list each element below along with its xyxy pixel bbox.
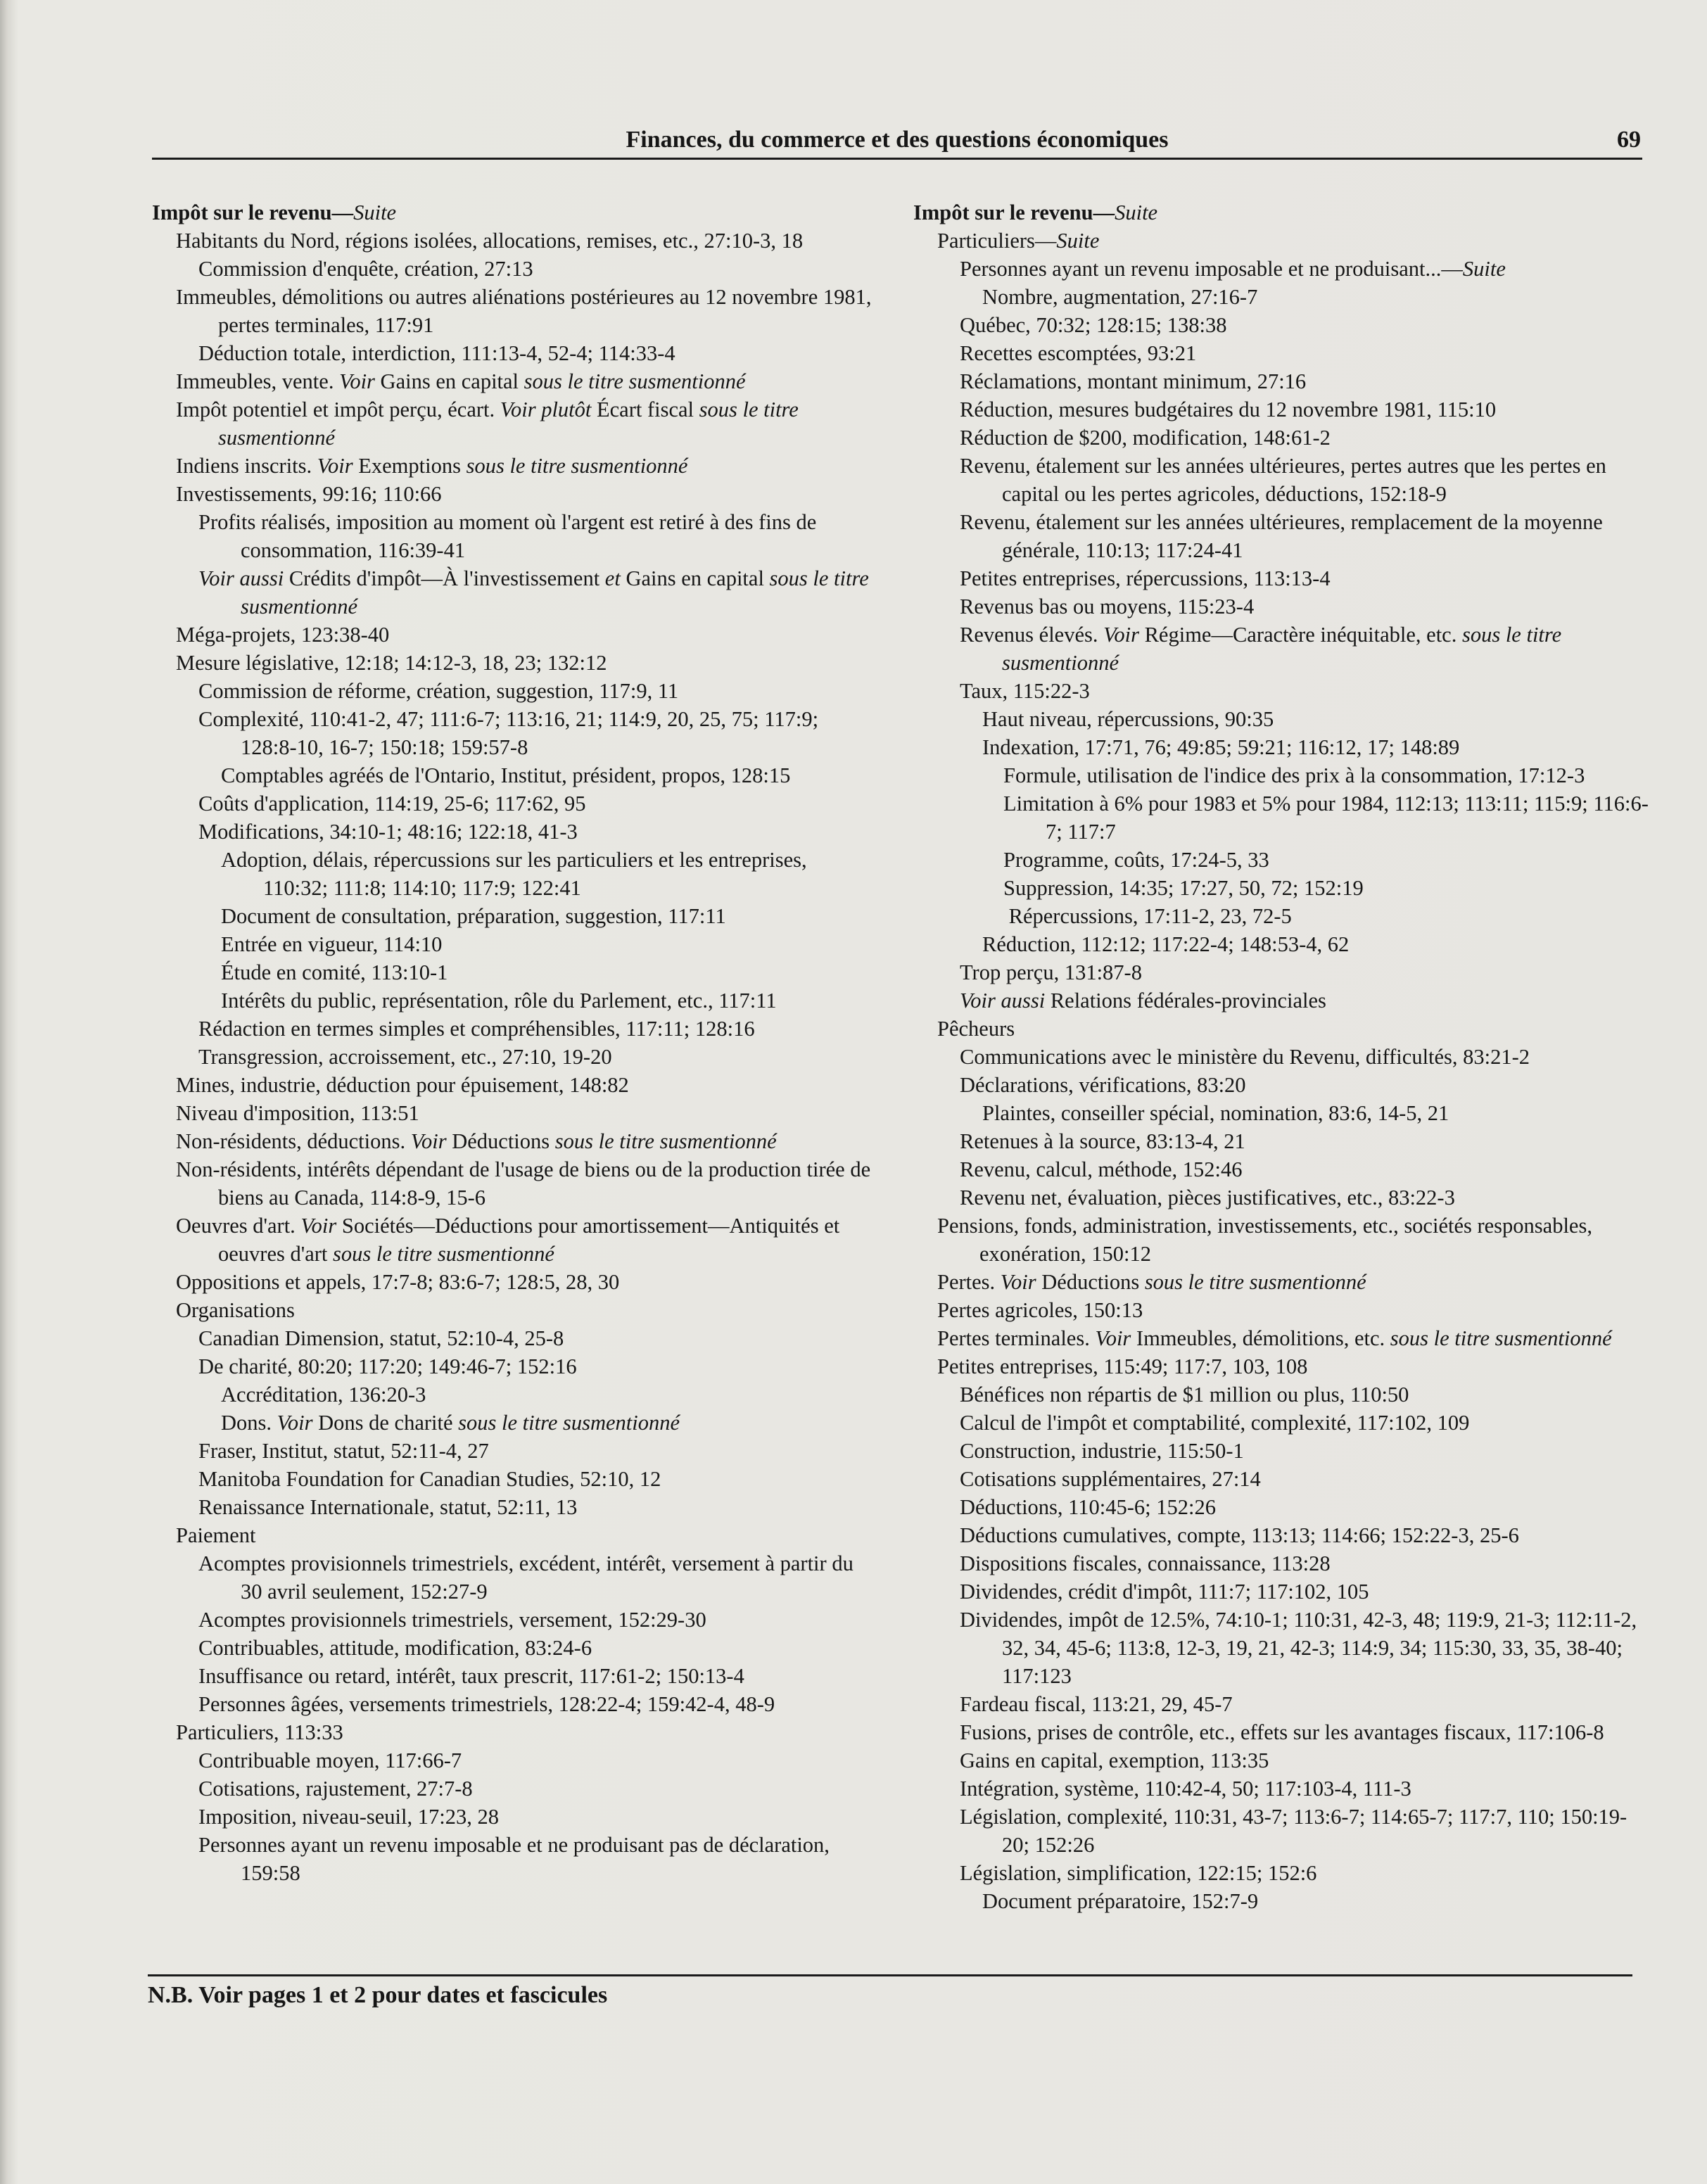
index-entry: Oeuvres d'art. Voir Sociétés—Déductions pour amortissement—Antiquités et oeuvres d'art sous le titre susmentionné [176, 1214, 840, 1266]
index-entry: Particuliers, 113:33 [176, 1720, 343, 1744]
index-entry: Fusions, prises de contrôle, etc., effets sur les avantages fiscaux, 117:106-8 [960, 1720, 1604, 1744]
index-entry: Déclarations, vérifications, 83:20 [960, 1073, 1246, 1097]
index-entry: De charité, 80:20; 117:20; 149:46-7; 152:16 [198, 1354, 577, 1378]
index-entry: Document de consultation, préparation, suggestion, 117:11 [221, 904, 726, 928]
index-entry: Fardeau fiscal, 113:21, 29, 45-7 [960, 1692, 1233, 1716]
index-entry: Cotisations supplémentaires, 27:14 [960, 1467, 1261, 1491]
index-entry: Réduction, 112:12; 117:22-4; 148:53-4, 62 [982, 932, 1350, 956]
index-entry: Personnes ayant un revenu imposable et ne produisant...—Suite [960, 257, 1506, 281]
index-entry: Pertes. Voir Déductions sous le titre susmentionné [937, 1270, 1366, 1294]
index-entry: Modifications, 34:10-1; 48:16; 122:18, 41-3 [198, 820, 578, 844]
index-entry: Revenu, étalement sur les années ultérieures, pertes autres que les pertes en capital ou les pertes agricoles, déductions, 152:18-9 [960, 454, 1606, 506]
footer-note: N.B. Voir pages 1 et 2 pour dates et fascicules [148, 1982, 608, 2008]
index-entry: Mines, industrie, déduction pour épuisement, 148:82 [176, 1073, 629, 1097]
index-entry: Revenu, calcul, méthode, 152:46 [960, 1157, 1243, 1181]
index-entry: Calcul de l'impôt et comptabilité, complexité, 117:102, 109 [960, 1411, 1470, 1435]
index-entry: Revenus élevés. Voir Régime—Caractère inéquitable, etc. sous le titre susmentionné [960, 623, 1562, 675]
index-entry: Pertes agricoles, 150:13 [937, 1298, 1143, 1322]
page-title: Finances, du commerce et des questions économiques [626, 127, 1169, 153]
index-entry: Dividendes, crédit d'impôt, 111:7; 117:102, 105 [960, 1580, 1369, 1604]
index-entry: Réduction, mesures budgétaires du 12 novembre 1981, 115:10 [960, 398, 1497, 421]
index-entry: Adoption, délais, répercussions sur les particuliers et les entreprises, 110:32; 111:8; 114:10; 117:9; 122:41 [221, 848, 807, 900]
index-entry: Non-résidents, intérêts dépendant de l'usage de biens ou de la production tirée de biens au Canada, 114:8-9, 15-6 [176, 1157, 871, 1210]
index-entry: Contribuables, attitude, modification, 83:24-6 [198, 1636, 592, 1660]
index-entry: Taux, 115:22-3 [960, 679, 1090, 703]
index-entry: Indiens inscrits. Voir Exemptions sous le titre susmentionné [176, 454, 688, 478]
index-entry: Voir aussi Relations fédérales-provinciales [960, 989, 1326, 1012]
index-entry: Réclamations, montant minimum, 27:16 [960, 369, 1307, 393]
index-entry: Manitoba Foundation for Canadian Studies, 52:10, 12 [198, 1467, 661, 1491]
index-entry: Accréditation, 136:20-3 [221, 1383, 426, 1407]
index-entry: Comptables agréés de l'Ontario, Institut, président, propos, 128:15 [221, 763, 791, 787]
index-entry: Réduction de $200, modification, 148:61-2 [960, 426, 1331, 450]
index-entry: Acomptes provisionnels trimestriels, versement, 152:29-30 [198, 1608, 706, 1632]
index-entry: Immeubles, démolitions ou autres aliénations postérieures au 12 novembre 1981, pertes terminales, 117:91 [176, 285, 872, 337]
index-entry: Pertes terminales. Voir Immeubles, démolitions, etc. sous le titre susmentionné [937, 1326, 1612, 1350]
index-entry: Limitation à 6% pour 1983 et 5% pour 1984, 112:13; 113:11; 115:9; 116:6-7; 117:7 [1003, 792, 1649, 844]
index-entry: Retenues à la source, 83:13-4, 21 [960, 1129, 1245, 1153]
page-number: 69 [1617, 127, 1641, 153]
index-entry: Revenu net, évaluation, pièces justificatives, etc., 83:22-3 [960, 1186, 1455, 1210]
index-entry: Impôt sur le revenu—Suite [152, 201, 397, 224]
index-entry: Législation, simplification, 122:15; 152:6 [960, 1861, 1317, 1885]
index-entry: Construction, industrie, 115:50-1 [960, 1439, 1244, 1463]
index-entry: Revenus bas ou moyens, 115:23-4 [960, 595, 1255, 618]
index-entry: Insuffisance ou retard, intérêt, taux prescrit, 117:61-2; 150:13-4 [198, 1664, 744, 1688]
index-entry: Paiement [176, 1523, 256, 1547]
index-entry: Gains en capital, exemption, 113:35 [960, 1748, 1269, 1772]
index-entry: Communications avec le ministère du Revenu, difficultés, 83:21-2 [960, 1045, 1530, 1069]
index-entry: Intégration, système, 110:42-4, 50; 117:103-4, 111-3 [960, 1777, 1411, 1801]
index-entry: Revenu, étalement sur les années ultérieures, remplacement de la moyenne générale, 110:13; 117:24-41 [960, 510, 1603, 562]
index-entry: Formule, utilisation de l'indice des prix à la consommation, 17:12-3 [1003, 763, 1585, 787]
index-entry: Acomptes provisionnels trimestriels, excédent, intérêt, versement à partir du 30 avril seulement, 152:27-9 [198, 1551, 854, 1604]
index-entry: Petites entreprises, 115:49; 117:7, 103, 108 [937, 1354, 1308, 1378]
index-entry: Entrée en vigueur, 114:10 [221, 932, 443, 956]
index-entry: Législation, complexité, 110:31, 43-7; 113:6-7; 114:65-7; 117:7, 110; 150:19-20; 152:26 [960, 1805, 1627, 1857]
index-entry: Plaintes, conseiller spécial, nomination, 83:6, 14-5, 21 [982, 1101, 1449, 1125]
index-entry: Suppression, 14:35; 17:27, 50, 72; 152:19 [1003, 876, 1364, 900]
index-entry: Déduction totale, interdiction, 111:13-4, 52-4; 114:33-4 [198, 341, 675, 365]
index-entry: Haut niveau, répercussions, 90:35 [982, 707, 1274, 731]
index-entry: Investissements, 99:16; 110:66 [176, 482, 442, 506]
index-entry: Déductions, 110:45-6; 152:26 [960, 1495, 1216, 1519]
index-entry: Dons. Voir Dons de charité sous le titre susmentionné [221, 1411, 680, 1435]
index-entry: Transgression, accroissement, etc., 27:10, 19-20 [198, 1045, 612, 1069]
index-entry: Niveau d'imposition, 113:51 [176, 1101, 419, 1125]
index-entry: Coûts d'application, 114:19, 25-6; 117:62, 95 [198, 792, 586, 815]
index-entry: Indexation, 17:71, 76; 49:85; 59:21; 116:12, 17; 148:89 [982, 735, 1460, 759]
index-entry: Habitants du Nord, régions isolées, allocations, remises, etc., 27:10-3, 18 [176, 229, 804, 253]
index-entry: Fraser, Institut, statut, 52:11-4, 27 [198, 1439, 489, 1463]
page-footer [148, 1974, 1632, 2009]
index-entry: Personnes âgées, versements trimestriels, 128:22-4; 159:42-4, 48-9 [198, 1692, 775, 1716]
index-entry: Oppositions et appels, 17:7-8; 83:6-7; 128:5, 28, 30 [176, 1270, 620, 1294]
index-entry: Organisations [176, 1298, 295, 1322]
index-entry: Document préparatoire, 152:7-9 [982, 1889, 1259, 1913]
index-entry: Non-résidents, déductions. Voir Déductions sous le titre susmentionné [176, 1129, 777, 1153]
index-entry: Dividendes, impôt de 12.5%, 74:10-1; 110:31, 42-3, 48; 119:9, 21-3; 112:11-2, 32, 34, 45-6; 113:8, 12-3, 19, 21, 42-3; 114:9, 34; 115:30, 33, 35, 38-40; 117:123 [960, 1608, 1637, 1688]
index-entry: Profits réalisés, imposition au moment où l'argent est retiré à des fins de consommation, 116:39-41 [198, 510, 817, 562]
index-entry: Complexité, 110:41-2, 47; 111:6-7; 113:16, 21; 114:9, 20, 25, 75; 117:9; 128:8-10, 16-7; 150:18; 159:57-8 [198, 707, 819, 759]
index-entry: Répercussions, 17:11-2, 23, 72-5 [1003, 904, 1292, 928]
index-entry: Québec, 70:32; 128:15; 138:38 [960, 313, 1227, 337]
index-entry: Recettes escomptées, 93:21 [960, 341, 1197, 365]
page-header [152, 127, 1642, 160]
index-entry: Déductions cumulatives, compte, 113:13; 114:66; 152:22-3, 25-6 [960, 1523, 1519, 1547]
index-entry: Mesure législative, 12:18; 14:12-3, 18, 23; 132:12 [176, 651, 607, 675]
index-entry: Pêcheurs [937, 1017, 1015, 1041]
index-entry: Commission d'enquête, création, 27:13 [198, 257, 533, 281]
index-entry: Bénéfices non répartis de $1 million ou plus, 110:50 [960, 1383, 1409, 1407]
index-entry: Trop perçu, 131:87-8 [960, 960, 1142, 984]
index-entry: Impôt potentiel et impôt perçu, écart. Voir plutôt Écart fiscal sous le titre susmentionné [176, 398, 799, 450]
index-entry: Pensions, fonds, administration, investissements, etc., sociétés responsables, exonération, 150:12 [937, 1214, 1592, 1266]
index-entry: Petites entreprises, répercussions, 113:13-4 [960, 566, 1331, 590]
index-entry: Particuliers—Suite [937, 229, 1100, 253]
index-column-right [913, 198, 1652, 1915]
index-entry: Renaissance Internationale, statut, 52:11, 13 [198, 1495, 578, 1519]
index-entry: Intérêts du public, représentation, rôle du Parlement, etc., 117:11 [221, 989, 777, 1012]
index-entry: Rédaction en termes simples et compréhensibles, 117:11; 128:16 [198, 1017, 755, 1041]
index-entry: Contribuable moyen, 117:66-7 [198, 1748, 462, 1772]
index-entry: Commission de réforme, création, suggestion, 117:9, 11 [198, 679, 679, 703]
index-column-left [152, 198, 877, 1887]
index-entry: Étude en comité, 113:10-1 [221, 960, 448, 984]
index-entry: Personnes ayant un revenu imposable et ne produisant pas de déclaration, 159:58 [198, 1833, 830, 1885]
index-entry: Méga-projets, 123:38-40 [176, 623, 390, 647]
index-entry: Impôt sur le revenu—Suite [913, 201, 1158, 224]
index-entry: Canadian Dimension, statut, 52:10-4, 25-8 [198, 1326, 564, 1350]
index-entry: Imposition, niveau-seuil, 17:23, 28 [198, 1805, 499, 1829]
index-entry: Programme, coûts, 17:24-5, 33 [1003, 848, 1269, 872]
index-entry: Cotisations, rajustement, 27:7-8 [198, 1777, 473, 1801]
index-entry: Voir aussi Crédits d'impôt—À l'investissement et Gains en capital sous le titre susmentionné [198, 566, 869, 618]
index-entry: Nombre, augmentation, 27:16-7 [982, 285, 1258, 309]
index-entry: Immeubles, vente. Voir Gains en capital sous le titre susmentionné [176, 369, 746, 393]
index-entry: Dispositions fiscales, connaissance, 113:28 [960, 1551, 1331, 1575]
